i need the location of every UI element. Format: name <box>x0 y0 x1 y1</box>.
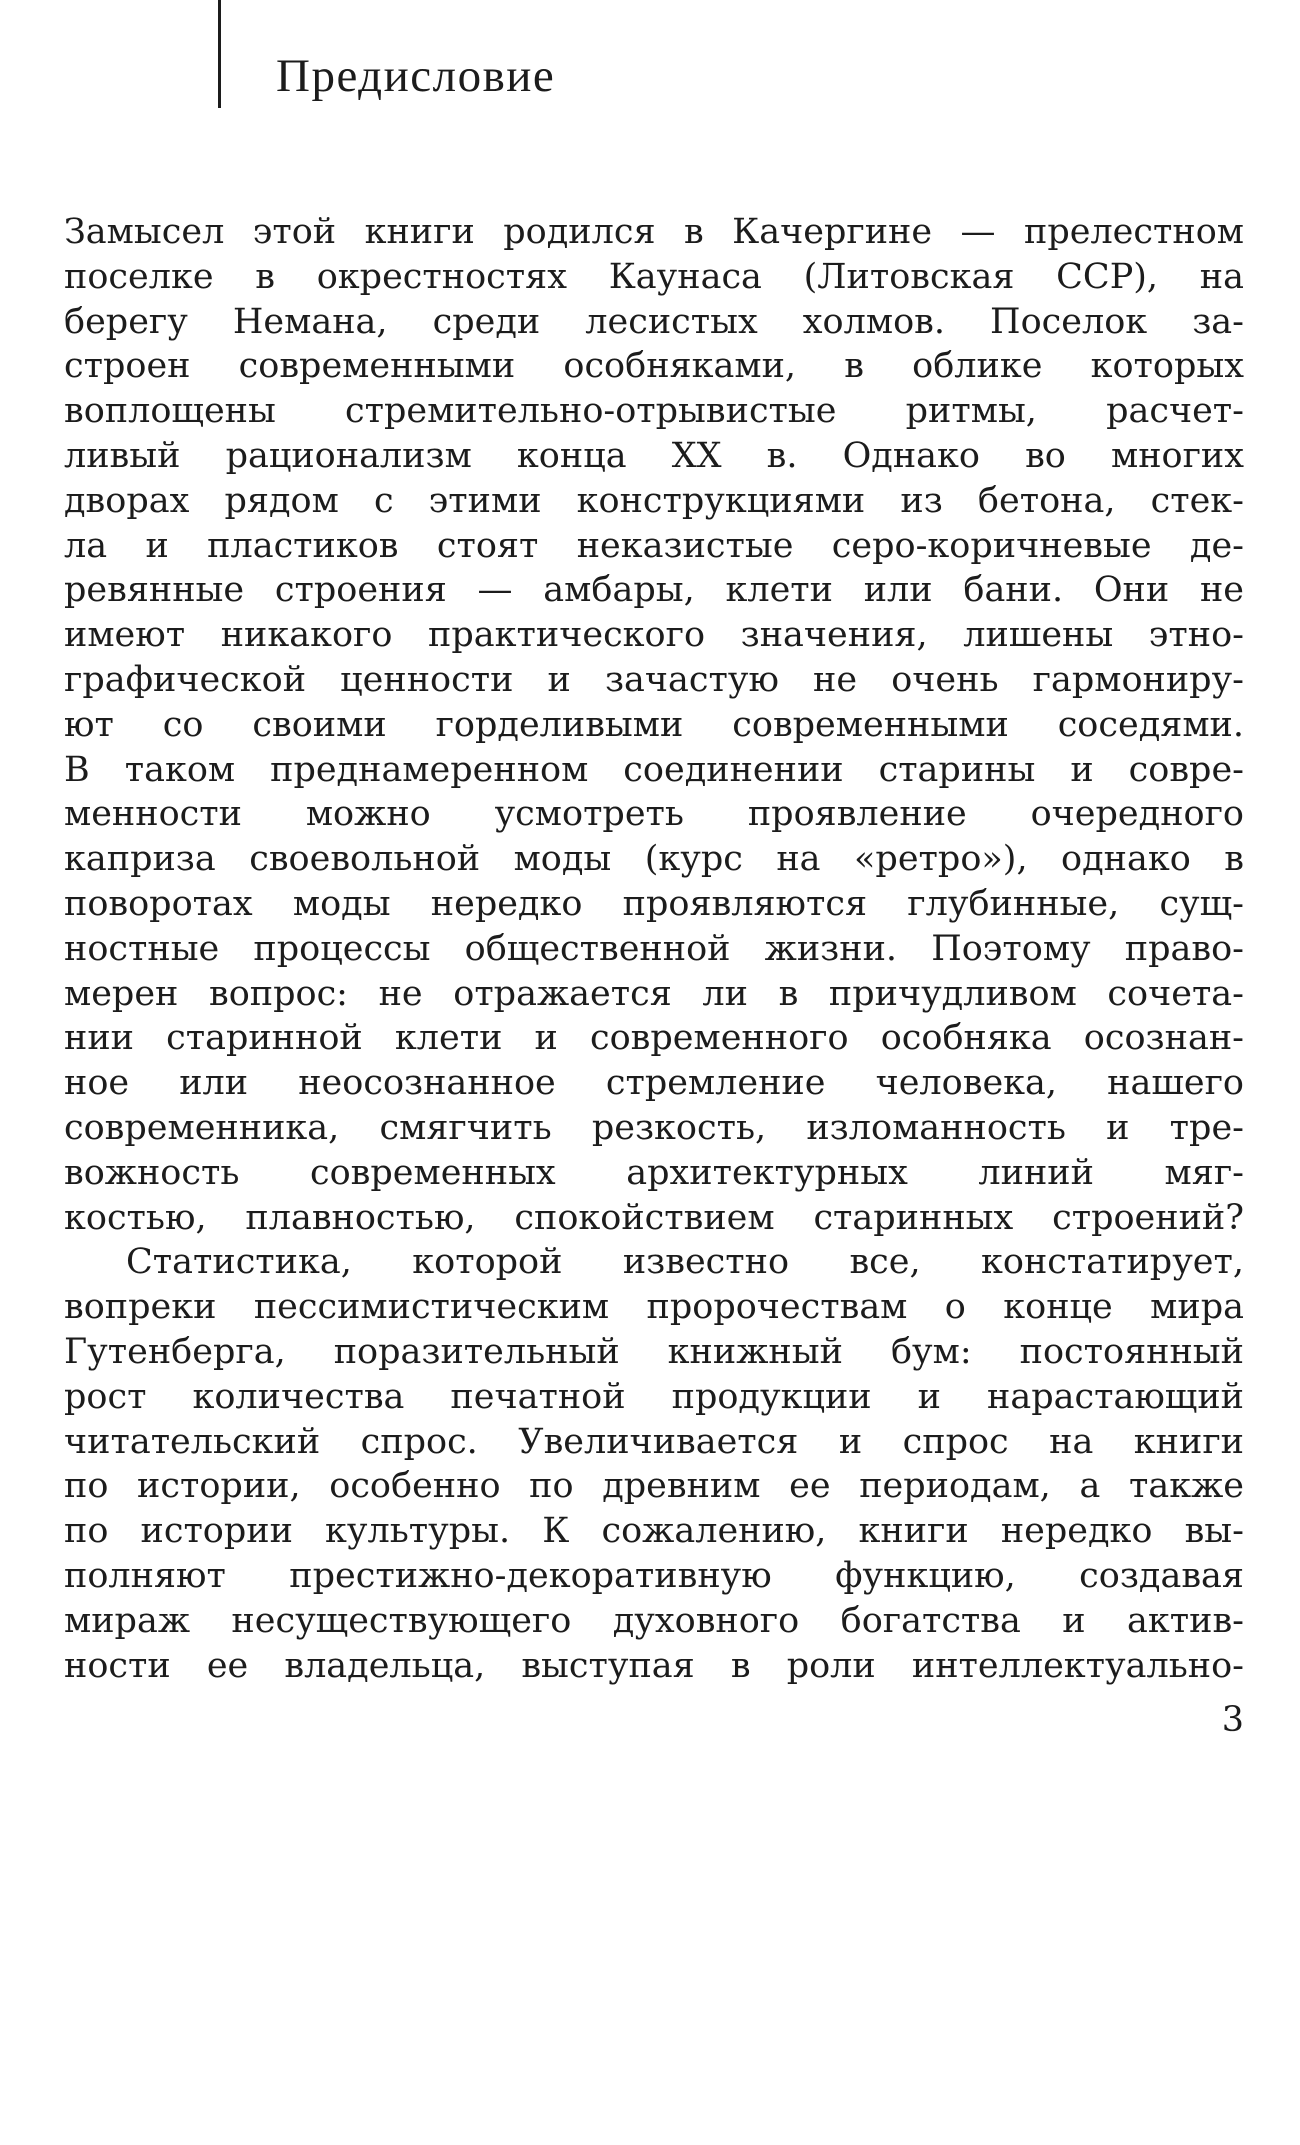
text-line: читательский спрос. Увеличивается и спрос на книги <box>64 1421 1244 1462</box>
text-line: нии старинной клети и современного особняка осознан- <box>64 1018 1244 1059</box>
text-line: по истории культуры. К сожалению, книги нередко вы- <box>64 1511 1244 1552</box>
body-text <box>64 210 1244 1688</box>
text-line: поселке в окрестностях Каунаса (Литовская ССР), на <box>64 256 1244 297</box>
paragraph-first-line: Статистика, которой известно все, констатирует, <box>126 1242 1244 1283</box>
text-line: ревянные строения — амбары, клети или бани. Они не <box>64 570 1244 611</box>
text-line: ла и пластиков стоят неказистые серо-коричневые де- <box>64 525 1244 566</box>
text-line: каприза своевольной моды (курс на «ретро»), однако в <box>64 839 1244 880</box>
page-title: Предисловие <box>276 50 556 102</box>
text-line: рост количества печатной продукции и нарастающий <box>64 1376 1244 1417</box>
text-line: современника, смягчить резкость, изломанность и тре- <box>64 1107 1244 1148</box>
text-line: костью, плавностью, спокойствием старинных строений? <box>64 1197 1244 1238</box>
text-line: поворотах моды нередко проявляются глубинные, сущ- <box>64 883 1244 924</box>
text-line: дворах рядом с этими конструкциями из бетона, стек- <box>64 480 1244 521</box>
text-line: по истории, особенно по древним ее периодам, а также <box>64 1466 1244 1507</box>
text-line: вожность современных архитектурных линий мяг- <box>64 1152 1244 1193</box>
text-line: вопреки пессимистическим пророчествам о конце мира <box>64 1287 1244 1328</box>
text-line: ностные процессы общественной жизни. Поэтому право- <box>64 928 1244 969</box>
text-line: мерен вопрос: не отражается ли в причудливом сочета- <box>64 973 1244 1014</box>
text-line: имеют никакого практического значения, лишены этно- <box>64 615 1244 656</box>
text-line: ют со своими горделивыми современными соседями. <box>64 704 1244 745</box>
text-line: графической ценности и зачастую не очень гармониру- <box>64 659 1244 700</box>
page-number: 3 <box>1221 1700 1244 1740</box>
text-line: берегу Немана, среди лесистых холмов. Поселок за- <box>64 301 1244 342</box>
text-line: воплощены стремительно-отрывистые ритмы, расчет- <box>64 391 1244 432</box>
text-line: менности можно усмотреть проявление очередного <box>64 794 1244 835</box>
text-line: ливый рационализм конца XX в. Однако во многих <box>64 435 1244 476</box>
text-line: Гутенберга, поразительный книжный бум: постоянный <box>64 1331 1244 1372</box>
text-line: ное или неосознанное стремление человека, нашего <box>64 1063 1244 1104</box>
text-line: Замысел этой книги родился в Качергине — прелестном <box>64 212 1244 252</box>
header-vertical-rule <box>218 0 221 108</box>
text-line: полняют престижно-декоративную функцию, создавая <box>64 1555 1244 1596</box>
text-line: В таком преднамеренном соединении старины и совре- <box>64 749 1244 790</box>
text-line: строен современными особняками, в облике которых <box>64 346 1244 387</box>
text-line: мираж несуществующего духовного богатства и актив- <box>64 1600 1244 1641</box>
text-line: ности ее владельца, выступая в роли интеллектуально- <box>64 1645 1244 1686</box>
